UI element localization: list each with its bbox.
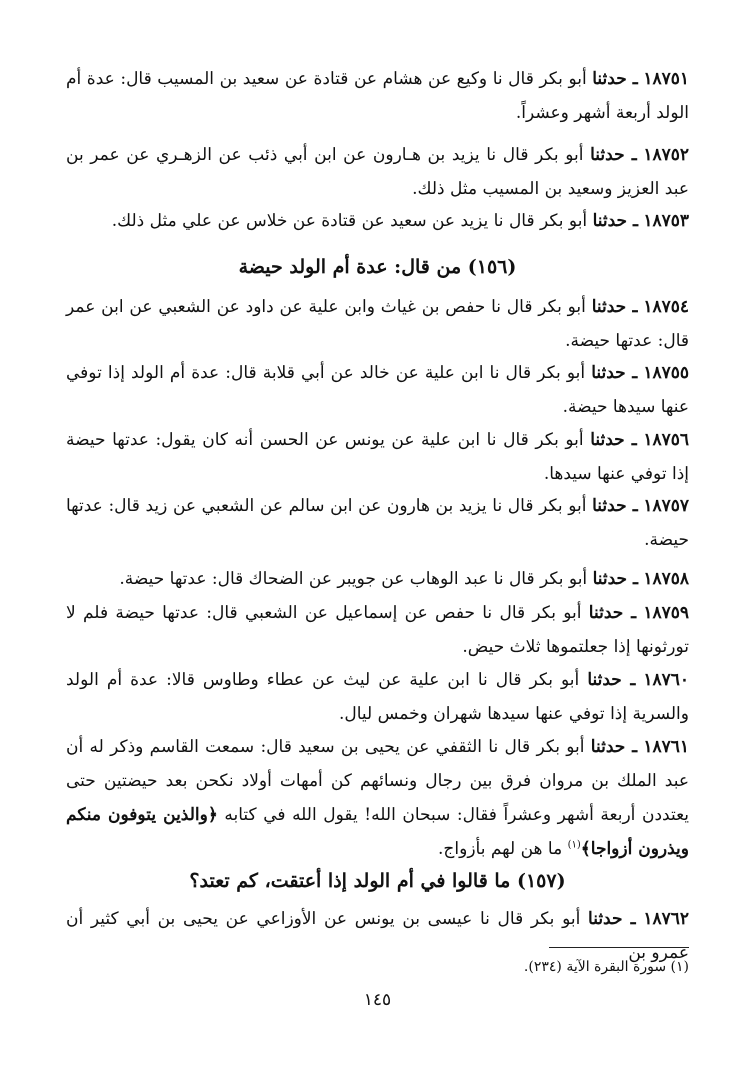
hadith-18760: [66, 663, 689, 731]
hadith-text: أبو بكر قال نا ابن علية عن يونس عن الحسن أنه كان يقول: عدتها حيضة إذا توفي عنها سيدها.: [66, 430, 689, 484]
hadith-18754: [66, 290, 689, 358]
hadith-text: أبو بكر قال نا وكيع عن هشام عن قتادة عن سعيد بن المسيب قال: عدة أم الولد أربعة أشهر وعشراً.: [66, 69, 689, 123]
page-number: ١٤٥: [363, 990, 392, 1010]
hadith-text-tail: ما هن لهم بأزواج.: [438, 839, 563, 859]
footnote-divider: [549, 947, 689, 948]
section-heading-156: (١٥٦) من قال: عدة أم الولد حيضة: [238, 256, 517, 278]
hadith-text: أبو بكر قال نا حفص بن غياث وابن علية عن داود عن الشعبي عن ابن عمر قال: عدتها حيضة.: [66, 297, 689, 351]
hadith-lead: ـ حدثنا: [592, 496, 638, 516]
hadith-number: ١٨٧٦١: [643, 737, 690, 757]
hadith-18753: [66, 204, 689, 238]
hadith-text: أبو بكر قال نا عيسى بن يونس عن الأوزاعي عن يحيى بن أبي كثير أن عمرو بن: [66, 909, 689, 963]
hadith-text: أبو بكر قال نا عبد الوهاب عن جويبر عن الضحاك قال: عدتها حيضة.: [119, 569, 588, 589]
hadith-number: ١٨٧٥٣: [643, 211, 689, 231]
hadith-lead: ـ حدثنا: [587, 670, 636, 690]
hadith-number: ١٨٧٥٦: [643, 430, 689, 450]
hadith-18758: [66, 562, 689, 596]
hadith-18752: [66, 138, 689, 206]
footnote-reference[interactable]: (١): [567, 839, 581, 851]
hadith-number: ١٨٧٥٢: [643, 145, 690, 165]
hadith-lead: ـ حدثنا: [590, 430, 637, 450]
hadith-lead: ـ حدثنا: [591, 363, 638, 383]
hadith-lead: ـ حدثنا: [591, 297, 638, 317]
hadith-lead: ـ حدثنا: [588, 603, 637, 623]
hadith-text: أبو بكر قال نا يزيد بن هـارون عن ابن أبي ذئب عن الزهـري عن عمر بن عبد العزيز وسعيد بن المسيب مثل ذلك.: [66, 145, 689, 199]
hadith-number: ١٨٧٥٩: [643, 603, 690, 623]
section-heading-157: (١٥٧) ما قالوا في أم الولد إذا أعتقت، كم تعتد؟: [189, 870, 566, 892]
quran-verse: ﴿والذين يتوفون منكم ويذرون أزواجا﴾: [66, 805, 689, 859]
hadith-lead: ـ حدثنا: [588, 909, 636, 929]
hadith-text: أبو بكر قال نا يزيد عن سعيد عن قتادة عن خلاس عن علي مثل ذلك.: [111, 211, 588, 231]
hadith-18756: [66, 423, 689, 491]
hadith-18761: [66, 730, 689, 866]
hadith-text: أبو بكر قال نا يزيد بن هارون عن ابن سالم عن الشعبي عن زيد قال: عدتها حيضة.: [66, 496, 689, 550]
hadith-lead: ـ حدثنا: [592, 69, 638, 89]
footnote: (١) سورة البقرة الآية (٢٣٤).: [523, 959, 689, 975]
hadith-18759: [66, 596, 689, 664]
hadith-lead: ـ حدثنا: [592, 569, 638, 589]
hadith-18755: [66, 356, 689, 424]
hadith-18751: [66, 62, 689, 130]
hadith-number: ١٨٧٥٧: [643, 496, 690, 516]
hadith-number: ١٨٧٥٨: [643, 569, 689, 589]
hadith-lead: ـ حدثنا: [590, 737, 638, 757]
hadith-number: ١٨٧٦٠: [643, 670, 690, 690]
hadith-text: أبو بكر قال نا حفص عن إسماعيل عن الشعبي قال: عدتها حيضة فلم لا تورثونها إذا جعلتموها ثلاث حيض.: [66, 603, 689, 657]
hadith-text: أبو بكر قال نا ابن علية عن ليث عن عطاء وطاوس قالا: عدة أم الولد والسرية إذا توفي عنها سيدها شهران وخمس ليال.: [66, 670, 689, 724]
hadith-18757: [66, 489, 689, 557]
hadith-number: ١٨٧٥١: [643, 69, 689, 89]
hadith-text: أبو بكر قال نا الثقفي عن يحيى بن سعيد قال: سمعت القاسم وذكر له أن عبد الملك بن مروان فرق بين رجال ونسائهم كن أمهات أولاد نكحن بعد حيضتين حتى يعتددن أربعة أشهر وعشراً فقال: سبحان الله! يقول الله في كتابه: [66, 737, 690, 825]
hadith-number: ١٨٧٥٥: [643, 363, 689, 383]
hadith-number: ١٨٧٦٢: [643, 909, 690, 929]
hadith-text: أبو بكر قال نا ابن علية عن خالد عن أبي قلابة قال: عدة أم الولد إذا توفي عنها سيدها حيضة.: [66, 363, 689, 417]
hadith-lead: ـ حدثنا: [590, 145, 637, 165]
hadith-number: ١٨٧٥٤: [643, 297, 690, 317]
hadith-lead: ـ حدثنا: [592, 211, 638, 231]
